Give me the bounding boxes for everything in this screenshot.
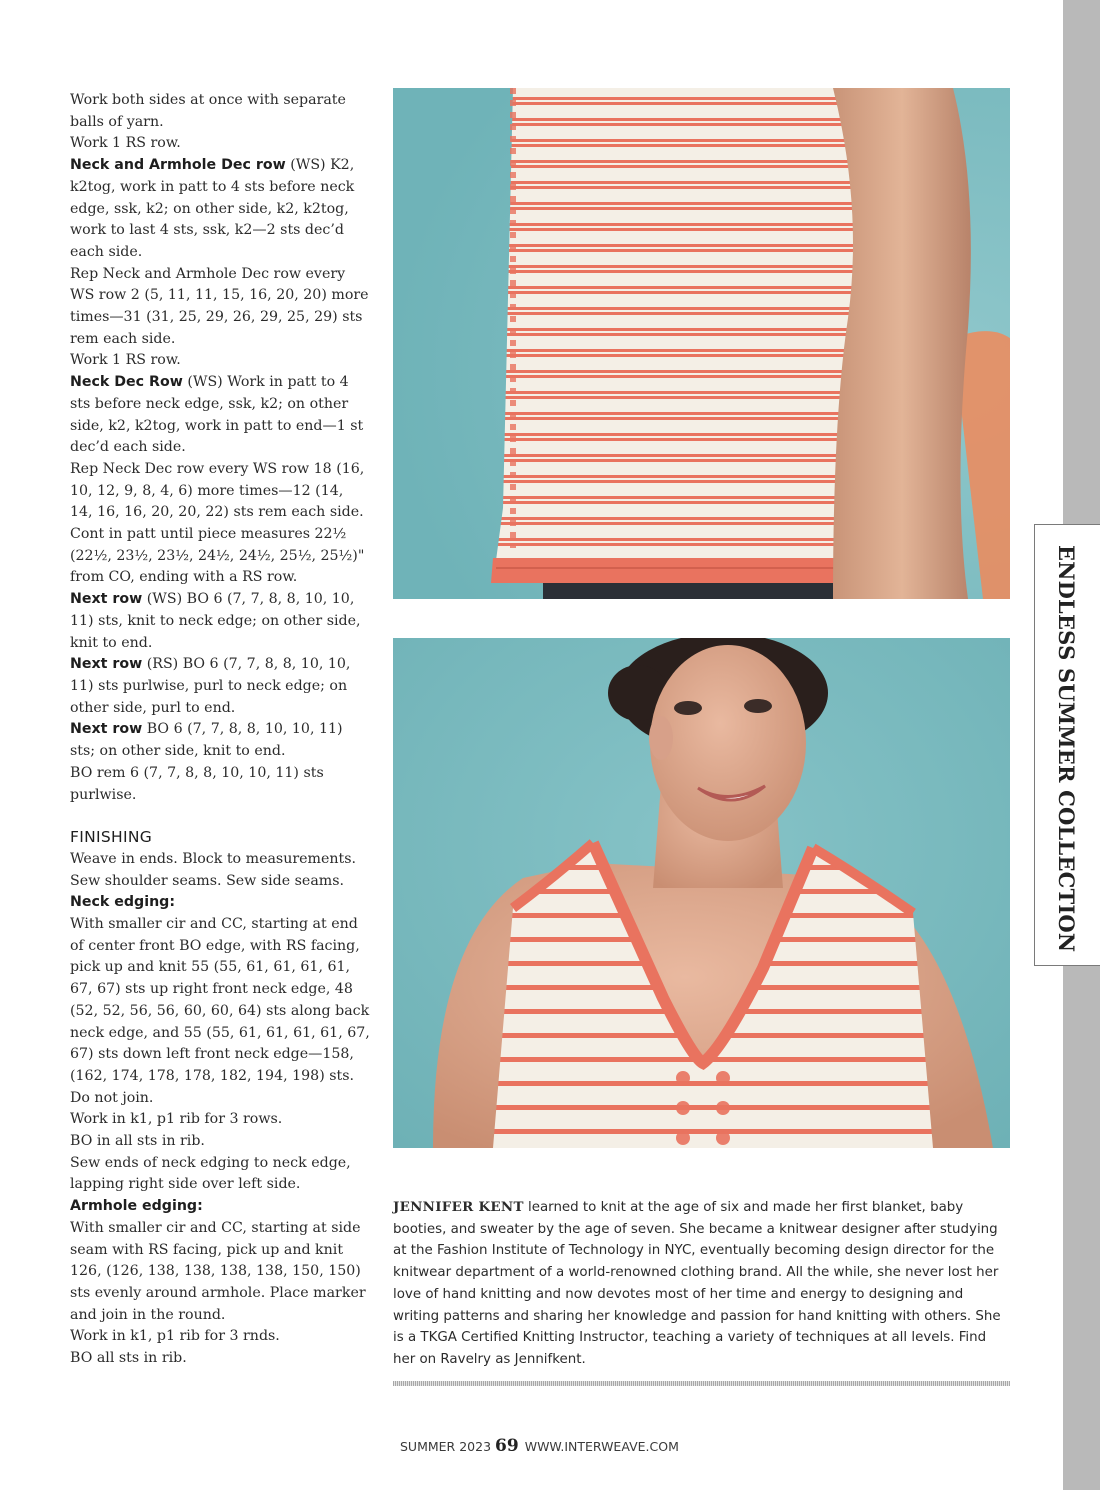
instruction-paragraph [70,654,370,719]
instruction-text: Rep Neck and Armhole Dec row every WS row 2 (5, 11, 11, 15, 16, 20, 20) more times—31 (31, 25, 29, 26, 29, 25, 29) sts rem each side. [70,265,369,347]
section-tab-label: ENDLESS SUMMER COLLECTION [1054,545,1079,953]
instruction-paragraph [70,1348,370,1370]
instruction-text: With smaller cir and CC, starting at side seam with RS facing, pick up and knit 126, (126, 138, 138, 138, 138, 150, 150) sts evenly around armhole. Place marker and join in the round. [70,1219,366,1323]
tank-back-detail-photo [393,88,1010,599]
model-wearing-tank-photo [393,638,1010,1148]
instruction-text: (RS) BO 6 (7, 7, 8, 8, 10, 10, 11) sts purlwise, purl to neck edge; on other side, purl to end. [70,656,351,716]
instruction-paragraph [70,1196,370,1218]
tank-back-illustration [393,88,1010,599]
instruction-paragraph [70,849,370,871]
instruction-text: BO rem 6 (7, 7, 8, 8, 10, 10, 11) sts purlwise. [70,764,324,803]
page-footer [400,1436,679,1460]
section-tab-label-wrap [1054,545,1084,953]
instruction-text: Sew shoulder seams. Sew side seams. [70,872,345,889]
instruction-text: Work 1 RS row. [70,135,181,152]
instruction-text: Cont in patt until piece measures 22½ (22½, 23½, 23½, 24½, 24½, 25½, 25½)" from CO, ending with a RS row. [70,526,365,586]
instruction-label: Next row [70,591,143,608]
instruction-paragraph [70,914,370,1109]
instruction-paragraph [70,372,370,459]
instruction-paragraph [70,589,370,654]
model-illustration [393,638,1010,1148]
instruction-text: BO all sts in rib. [70,1350,187,1367]
instruction-label: Neck Dec Row [70,374,183,391]
designer-bio [393,1197,1011,1371]
pattern-instructions-column [70,90,370,1370]
instruction-paragraph [70,1326,370,1348]
instruction-label: Next row [70,721,143,738]
instruction-paragraph [70,264,370,351]
designer-name: JENNIFER KENT [393,1199,524,1215]
instruction-paragraph [70,719,370,762]
instruction-text: BO 6 (7, 7, 8, 8, 10, 10, 11) sts; on other side, knit to end. [70,721,343,760]
instruction-text: With smaller cir and CC, starting at end of center front BO edge, with RS facing, pick up and knit 55 (55, 61, 61, 61, 61, 67, 67) sts up right front neck edge, 48 (52, 52, 56, 56, 60, 60, 64) sts along back neck edge, and 55 (55, 61, 61, 61, 61, 67, 67) sts down left front neck edge—158, (162, 174, 178, 178, 182, 194, 198) sts. Do not join. [70,916,370,1106]
instruction-text: (WS) Work in patt to 4 sts before neck edge, ssk, k2; on other side, k2, k2tog, work in patt to end—1 st dec’d each side. [70,374,364,456]
instruction-paragraph [70,350,370,372]
instruction-paragraph [70,155,370,264]
instruction-label: Next row [70,656,143,673]
footer-website: WWW.INTERWEAVE.COM [524,1439,679,1454]
section-heading: FINISHING [70,828,153,847]
instruction-text: Work in k1, p1 rib for 3 rows. [70,1111,283,1128]
instruction-label: Neck edging: [70,894,176,911]
instruction-paragraph [70,1109,370,1131]
instruction-paragraph [70,459,370,524]
instruction-text: Rep Neck Dec row every WS row 18 (16, 10, 12, 9, 8, 4, 6) more times—12 (14, 14, 16, 16, 20, 20, 22) sts rem each side. [70,460,365,521]
instruction-paragraph [70,1218,370,1327]
instruction-label: Armhole edging: [70,1198,203,1215]
instruction-text: Weave in ends. Block to measurements. [70,850,356,867]
instruction-paragraph [70,133,370,155]
instruction-text: BO in all sts in rib. [70,1133,205,1150]
footer-page-number: 69 [495,1436,519,1456]
bio-divider [393,1381,1010,1386]
instruction-text: Work 1 RS row. [70,352,181,369]
instruction-text: Work both sides at once with separate balls of yarn. [70,92,346,130]
instruction-text: Work in k1, p1 rib for 3 rnds. [70,1328,280,1345]
designer-bio-text: learned to knit at the age of six and made her first blanket, baby booties, and sweater by the age of seven. She became a knitwear designer after studying at the Fashion Institute of Technology in NYC, eventually becoming design director for the knitwear department of a world-renowned clothing brand. All the while, she never lost her love of hand knitting and now devotes most of her time and energy to designing and writing patterns and sharing her knowledge and passion for hand knitting with others. She is a TKGA Certified Knitting Instructor, teaching a variety of techniques at all levels. Find her on Ravelry as Jennifkent. [393,1200,1001,1367]
instruction-paragraph [70,763,370,806]
instruction-label: Neck and Armhole Dec row [70,157,286,174]
instruction-paragraph [70,524,370,589]
instruction-paragraph [70,1153,370,1196]
footer-issue: SUMMER 2023 [400,1439,492,1454]
instruction-text: (WS) K2, k2tog, work in patt to 4 sts before neck edge, ssk, k2; on other side, k2, k2tog, work to last 4 sts, ssk, k2—2 sts dec’d each side. [70,157,355,260]
instruction-text: Sew ends of neck edging to neck edge, lapping right side over left side. [70,1154,351,1193]
instruction-paragraph [70,90,370,133]
instruction-paragraph [70,871,370,893]
instruction-paragraph [70,892,370,914]
instruction-text: (WS) BO 6 (7, 7, 8, 8, 10, 10, 11) sts, knit to neck edge; on other side, knit to end. [70,591,361,651]
instruction-paragraph [70,1131,370,1153]
